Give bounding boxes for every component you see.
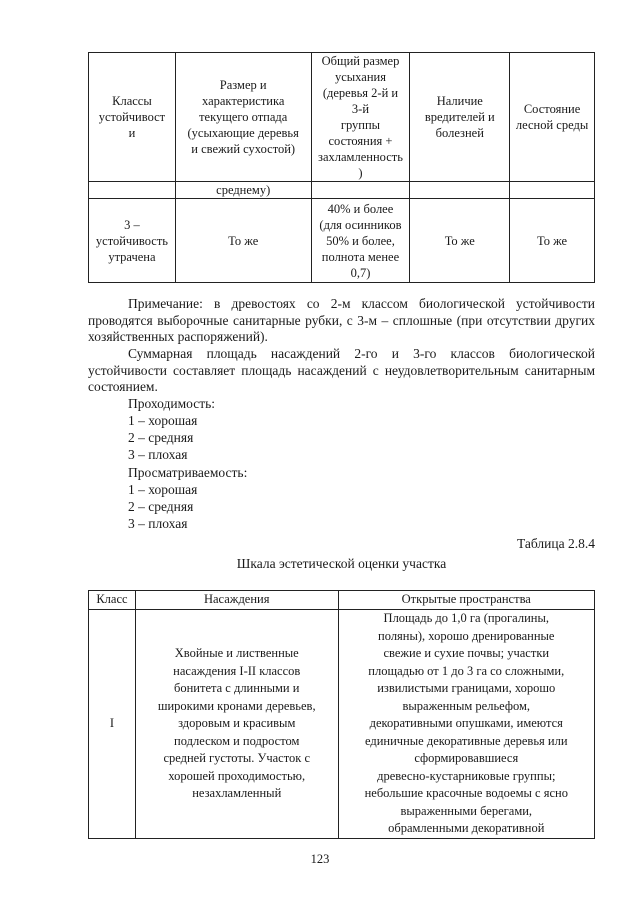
- header-open-spaces: Открытые пространства: [338, 591, 594, 610]
- table-cell: среднему): [175, 182, 311, 199]
- table-title: Шкала эстетической оценки участка: [236, 556, 447, 571]
- table-cell: То же: [175, 199, 311, 283]
- visibility-title: Просматриваемость:: [128, 465, 248, 480]
- list-item: 2 – средняя: [128, 499, 194, 514]
- summary-paragraph: Суммарная площадь насаждений 2-го и 3-го классов биологической устойчивости составляет площадь насаждений с неудовлетворительным санитарным состоянием.: [88, 346, 595, 394]
- list-item: 3 – плохая: [128, 516, 188, 531]
- table-cell: Хвойные и лиственные насаждения I-II классов бонитета с длинными и широкими кронами деревьев, здоровым и красивым подлеском и подростом средней густоты. Участок с хорошей проходимостью, незахламленный: [135, 610, 338, 839]
- header-total-drying: Общий размер усыхания (деревья 2-й и 3-й группы состояния + захламленность ): [311, 53, 410, 182]
- header-stability-class: Классы устойчивост и: [89, 53, 176, 182]
- table-cell: То же: [510, 199, 595, 283]
- table-cell: Площадь до 1,0 га (прогалины, поляны), хорошо дренированные свежие и сухие почвы; участки площадью от 1 до 3 га со сложными, извилистыми границами, хорошо выраженным рельефом, декоративными опушками, имеются единичные декоративные деревья или сформировавшиеся древесно-кустарниковые группы; небольшие красочные водоемы с ясно выраженными берегами, обрамленными декоративной: [338, 610, 594, 839]
- table-cell: То же: [410, 199, 510, 283]
- table-cell: [410, 182, 510, 199]
- list-item: 3 – плохая: [128, 447, 188, 462]
- table-cell: [311, 182, 410, 199]
- stability-table: [88, 52, 595, 283]
- list-item: 2 – средняя: [128, 430, 194, 445]
- table-cell: [510, 182, 595, 199]
- table-cell: 40% и более (для осинников 50% и более, полнота менее 0,7): [311, 199, 410, 283]
- table-cell: I: [89, 610, 136, 839]
- header-class: Класс: [89, 591, 136, 610]
- table-cell: 3 – устойчивость утрачена: [89, 199, 176, 283]
- table-row: [89, 199, 595, 283]
- passability-title: Проходимость:: [128, 396, 216, 411]
- page-number: 123: [310, 852, 330, 866]
- aesthetic-scale-table: [88, 590, 595, 839]
- table-row: [89, 182, 595, 199]
- table-cell: [89, 182, 176, 199]
- table-label: Таблица 2.8.4: [517, 536, 595, 551]
- header-pests: Наличие вредителей и болезней: [410, 53, 510, 182]
- header-forest-environment: Состояние лесной среды: [510, 53, 595, 182]
- header-current-loss: Размер и характеристика текущего отпада (усыхающие деревья и свежий сухостой): [175, 53, 311, 182]
- note-paragraph: Примечание: в древостоях со 2-м классом биологической устойчивости проводятся выборочные санитарные рубки, с 3-м – сплошные (при отсутствии других хозяйственных распоряжений).: [88, 296, 595, 344]
- header-plantings: Насаждения: [135, 591, 338, 610]
- list-item: 1 – хорошая: [128, 482, 198, 497]
- table-header-row: [89, 53, 595, 182]
- table-row: [89, 610, 595, 839]
- list-item: 1 – хорошая: [128, 413, 198, 428]
- table-header-row: [89, 591, 595, 610]
